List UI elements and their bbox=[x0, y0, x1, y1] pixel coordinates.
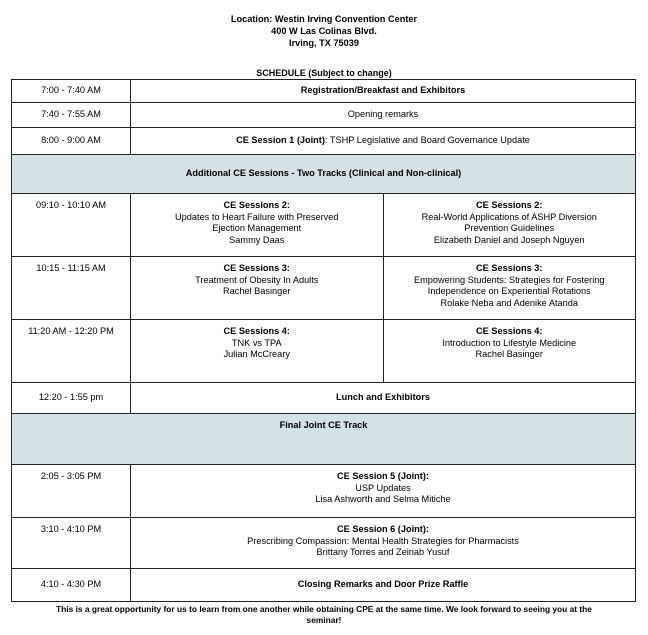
table-row bbox=[12, 80, 636, 103]
time-cell: 2:05 - 3:05 PM bbox=[12, 465, 131, 518]
time-cell: 12:20 - 1:55 pm bbox=[12, 383, 131, 414]
clinical-track-cell bbox=[131, 194, 384, 257]
session-title: CE Sessions 3: bbox=[476, 263, 543, 273]
event-cell: Lunch and Exhibitors bbox=[131, 383, 636, 414]
session-topic: Introduction to Lifestyle Medicine bbox=[442, 337, 577, 348]
time-cell: 7:00 - 7:40 AM bbox=[12, 80, 131, 103]
time-cell: 09:10 - 10:10 AM bbox=[12, 194, 131, 257]
time-cell: 11:20 AM - 12:20 PM bbox=[12, 320, 131, 383]
event-cell: Opening remarks bbox=[131, 103, 636, 128]
tracks-banner: Additional CE Sessions - Two Tracks (Clinical and Non-clinical) bbox=[12, 155, 636, 194]
table-row bbox=[12, 103, 636, 128]
session-title: CE Sessions 3: bbox=[223, 263, 290, 273]
time-cell: 10:15 - 11:15 AM bbox=[12, 257, 131, 320]
session-topic: Updates to Heart Failure with Preserved bbox=[175, 211, 339, 222]
footer-line: seminar! bbox=[306, 615, 342, 625]
nonclinical-track-cell bbox=[383, 320, 636, 383]
session-title: CE Session 6 (Joint): bbox=[337, 524, 429, 534]
table-row bbox=[12, 128, 636, 155]
session-title: CE Session 1 (Joint) bbox=[236, 135, 325, 146]
table-row bbox=[12, 569, 636, 602]
session-topic: Ejection Management bbox=[212, 223, 302, 233]
time-cell: 3:10 - 4:10 PM bbox=[12, 518, 131, 569]
time-cell: 4:10 - 4:30 PM bbox=[12, 569, 131, 602]
session-speaker: Rachel Basinger bbox=[223, 286, 291, 296]
session-topic: Prevention Guidelines bbox=[464, 223, 555, 233]
final-banner: Final Joint CE Track bbox=[12, 414, 636, 465]
session-topic: Real-World Applications of ASHP Diversion bbox=[421, 211, 597, 222]
table-row bbox=[12, 194, 636, 257]
final-banner-row bbox=[12, 414, 636, 465]
clinical-track-cell bbox=[131, 320, 384, 383]
location-city: Irving, TX 75039 bbox=[289, 38, 359, 48]
nonclinical-track-cell bbox=[383, 257, 636, 320]
schedule-title: SCHEDULE (Subject to change) bbox=[256, 68, 392, 78]
table-row bbox=[12, 465, 636, 518]
session-title: CE Sessions 4: bbox=[476, 326, 543, 336]
time-cell: 7:40 - 7:55 AM bbox=[12, 103, 131, 128]
location-street: 400 W Las Colinas Blvd. bbox=[271, 26, 377, 36]
session-speaker: Elizabeth Daniel and Joseph Nguyen bbox=[433, 234, 585, 245]
session-speaker: Lisa Ashworth and Selma Mitiche bbox=[315, 494, 451, 504]
session-topic: : TSHP Legislative and Board Governance Update bbox=[324, 135, 530, 146]
session-title: CE Session 5 (Joint): bbox=[337, 471, 429, 481]
table-row bbox=[12, 257, 636, 320]
footer-line: This is a great opportunity for us to learn from one another while obtaining CPE at the same time. We look forward to seeing you at the bbox=[56, 604, 592, 614]
session-title: CE Sessions 2: bbox=[476, 200, 543, 210]
event-cell bbox=[131, 128, 636, 155]
session-topic: TNK vs TPA bbox=[231, 337, 282, 348]
session-topic: Independence on Experiential Rotations bbox=[427, 286, 591, 296]
session-title: CE Sessions 2: bbox=[223, 200, 290, 210]
session-speaker: Brittany Torres and Zeinab Yusuf bbox=[316, 547, 450, 557]
session-speaker: Rolake Neba and Adenike Atanda bbox=[440, 297, 578, 308]
session-speaker: Rachel Basinger bbox=[475, 349, 543, 359]
location-name: Location: Westin Irving Convention Center bbox=[230, 14, 418, 24]
table-row bbox=[12, 518, 636, 569]
schedule-table bbox=[11, 79, 636, 602]
footer-note bbox=[10, 604, 638, 626]
session-topic: Empowering Students: Strategies for Fostering bbox=[414, 274, 605, 285]
nonclinical-track-cell bbox=[383, 194, 636, 257]
time-cell: 8:00 - 9:00 AM bbox=[12, 128, 131, 155]
session-title: CE Sessions 4: bbox=[223, 326, 290, 336]
session-topic: Prescribing Compassion: Mental Health Strategies for Pharmacists bbox=[247, 535, 519, 546]
session-topic: USP Updates bbox=[355, 482, 411, 493]
table-row bbox=[12, 320, 636, 383]
tracks-banner-row bbox=[12, 155, 636, 194]
event-cell: Closing Remarks and Door Prize Raffle bbox=[131, 569, 636, 602]
event-cell bbox=[131, 518, 636, 569]
table-row bbox=[12, 383, 636, 414]
location-header bbox=[0, 13, 648, 49]
clinical-track-cell bbox=[131, 257, 384, 320]
event-cell: Registration/Breakfast and Exhibitors bbox=[131, 80, 636, 103]
session-speaker: Julian McCreary bbox=[223, 349, 290, 359]
session-speaker: Sammy Daas bbox=[229, 234, 285, 245]
session-topic: Treatment of Obesity In Adults bbox=[195, 274, 319, 285]
event-cell bbox=[131, 465, 636, 518]
